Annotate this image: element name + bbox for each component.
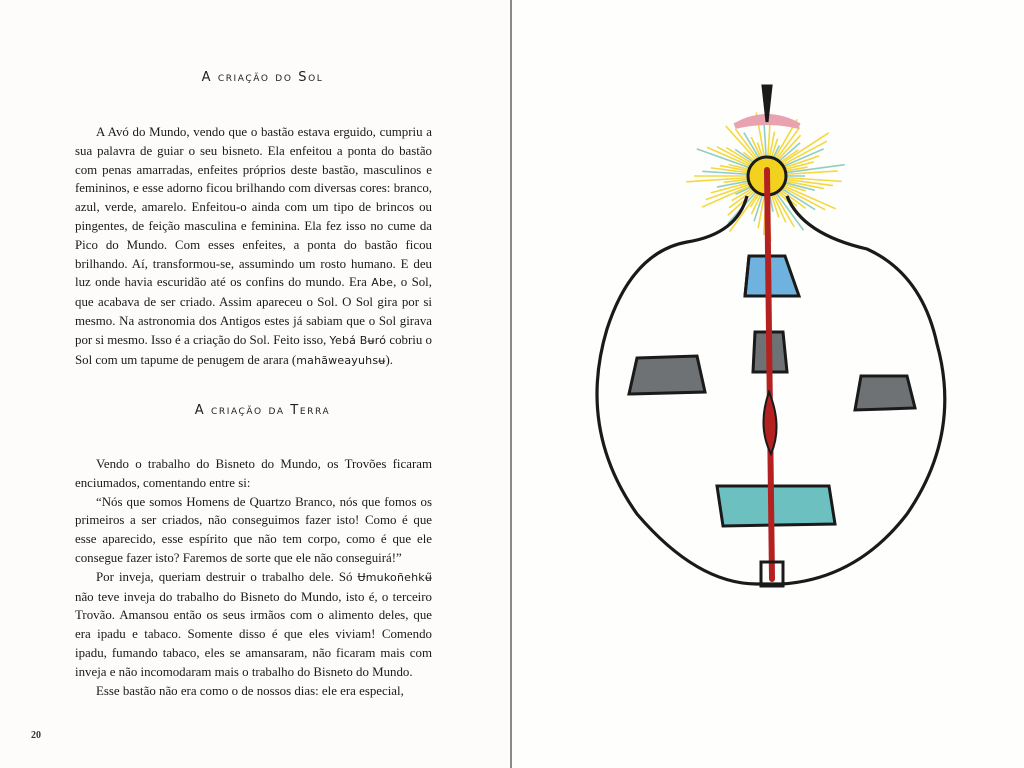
proper-noun: Abe bbox=[371, 276, 394, 290]
house-icon bbox=[745, 256, 799, 296]
section-title-terra: A criação da Terra bbox=[194, 403, 331, 418]
proper-noun: mahãweayuhsʉ bbox=[296, 353, 386, 367]
text-run: Por inveja, queriam destruir o trabalho dele. Só bbox=[96, 569, 358, 584]
proper-noun: Yebá Bʉró bbox=[329, 333, 387, 347]
paragraph: Vendo o trabalho do Bisneto do Mundo, os Trovões ficaram enciumados, comentando entre si: bbox=[75, 457, 432, 490]
text-run: não teve inveja do trabalho do Bisneto do Mundo, isto é, o terceiro Trovão. Amansou então os seus irmãos com o alimento deles, que era ipadu e tabaco. Somente disso é que eles viviam! Comendo ipadu, fumando tabaco, eles se amansaram, não ficaram mais com inveja e não incomodaram mais o trabalho do Bisneto do Mundo. bbox=[75, 589, 432, 679]
text-run: ). bbox=[385, 352, 393, 367]
left-page bbox=[0, 0, 511, 768]
staff-bulge-icon bbox=[763, 392, 776, 454]
text-run: A Avó do Mundo, vendo que o bastão estava erguido, cumpriu a sua palavra de guiar o seu bisneto. Ela enfeitou a ponta do bastão com penas amarradas, enfeites próprios deste bastão, masculinos e femininos, e esse adorno ficou brilhando com diversas cores: branco, azul, verde, amarelo. Enfeitou-o ainda com um tipo de brincos ou pingentes, de feição masculina e feminina. Ela fez isso no cume da Pico do Mundo. Com esses enfeites, a ponta do bastão ficou brilhando. Aí, transformou-se, assumindo um rosto humano. E deu luz onde havia escuridão até os confins do mundo. Era bbox=[75, 125, 432, 290]
section-body-terra bbox=[75, 455, 432, 700]
section-title-sol: A criação do Sol bbox=[201, 70, 324, 85]
proper-noun: Ʉmukoñehkʉ̃ bbox=[357, 570, 432, 584]
house-icon bbox=[717, 486, 835, 526]
sun-staff-world-illustration bbox=[577, 74, 957, 596]
text-run: cobriu o Sol com um tapume de penugem de arara ( bbox=[75, 332, 433, 367]
paragraph: Esse bastão não era como o de nossos dias: ele era especial, bbox=[96, 683, 404, 698]
paragraph: “Nós que somos Homens de Quartzo Branco, nós que fomos os primeiros a ser criados, não conseguimos fazer isto! Como é que esse aparecido, esse espírito que não tem corpo, como é que ele consegue fazer isto? Faremos de sorte que ele não conseguirá!” bbox=[75, 494, 432, 565]
house-icon bbox=[855, 376, 915, 410]
paragraph bbox=[75, 568, 432, 682]
page-number: 20 bbox=[31, 730, 41, 741]
text-run: , o Sol, que acabava de ser criado. Assim apareceu o Sol. O Sol gira por si mesmo. Na astronomia dos Antigos estes já sabiam que o Sol girava por si mesmo. Isso é a criação do Sol. Feito isso, bbox=[75, 275, 432, 347]
section-body-sol bbox=[75, 123, 432, 370]
paragraph bbox=[75, 123, 432, 370]
house-icon bbox=[629, 356, 705, 394]
